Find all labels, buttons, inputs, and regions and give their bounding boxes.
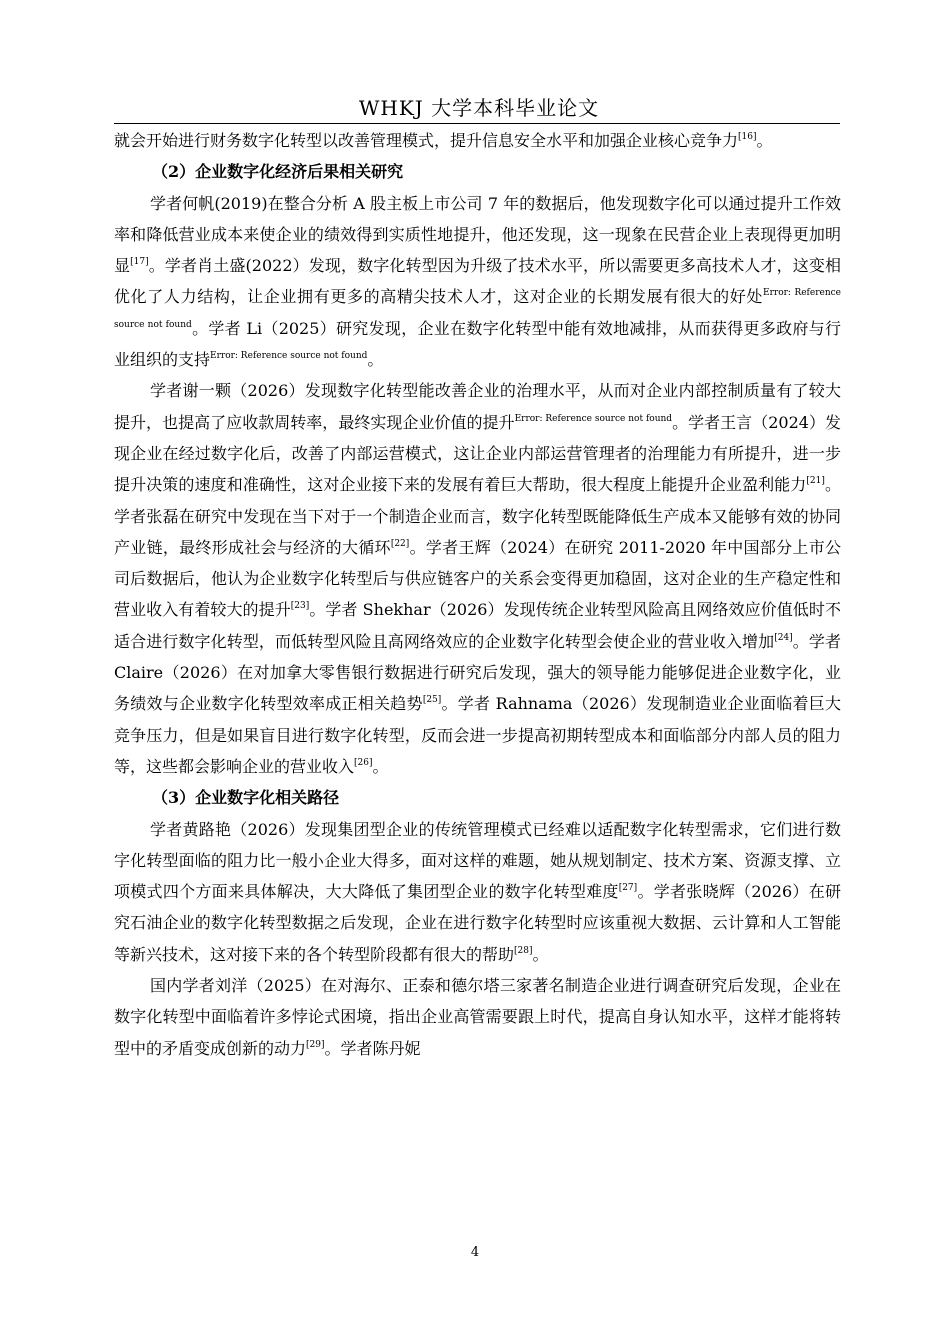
text-run: 。 [367, 350, 384, 370]
paragraph-3 [114, 375, 841, 782]
page-number: 4 [470, 1245, 480, 1260]
citation-ref: Error: Reference source not found [210, 351, 368, 362]
paragraph-1 [114, 125, 841, 156]
paragraph-5 [114, 970, 841, 1064]
page-header: WHKJ 大学本科毕业论文 [358, 96, 600, 120]
citation-ref: [25] [422, 695, 442, 706]
text-run: 。学者 Rahnama（2026）发现制造业企业面临着巨大竞争压力，但是如果盲目进行数字化转型，反而会进一步提高初期转型成本和面临部分内部人员的阻力等，这些都会影响企业的营业收入 [114, 694, 841, 776]
citation-ref: [16] [738, 132, 757, 142]
citation-ref: [29] [306, 1039, 325, 1050]
citation-ref: [24] [774, 632, 793, 643]
text-run: 。 [372, 756, 389, 776]
text-run: 。学者 Li（2025）研究发现，企业在数字化转型中能有效地减排，从而获得更多政府与行业组织的支持 [114, 318, 841, 370]
text-run: 。学者 Shekhar（2026）发现传统企业转型风险高且网络效应价值低时不适合进行数字化转型，而低转型风险且高网络效应的企业数字化转型会使企业的营业收入增加 [114, 600, 841, 651]
section-heading-3: （3）企业数字化相关路径 [152, 788, 340, 808]
section-heading-2: （2）企业数字化经济后果相关研究 [152, 162, 404, 182]
citation-ref: [22] [390, 538, 410, 549]
citation-ref: [26] [354, 757, 373, 768]
text-run: 就会开始进行财务数字化转型以改善管理模式，提升信息安全水平和加强企业核心竞争力 [114, 131, 739, 150]
citation-ref: [27] [618, 883, 638, 894]
header-rule [114, 123, 840, 124]
body-text [114, 125, 841, 1064]
text-run: 。 [756, 131, 773, 150]
text-run: 。学者王言（2024）发现企业在经过数字化后，改善了内部运营模式，这让企业内部运营管理者的治理能力有所提升，进一步提升决策的速度和准确性，这对企业接下来的发展有着巨大帮助，很大程度上能提升企业盈利能力 [114, 412, 841, 495]
paragraph-2 [114, 188, 841, 376]
text-run: 。 [532, 944, 549, 964]
citation-ref: Error: Reference source not found [514, 413, 673, 424]
text-run: 学者黄路艳（2026）发现集团型企业的传统管理模式已经难以适配数字化转型需求，它们进行数字化转型面临的阻力比一般小企业大得多，面对这样的难题，她从规划制定、技术方案、资源支撑、立项模式四个方面来具体解决，大大降低了集团型企业的数字化转型难度 [114, 819, 841, 902]
text-run: 。学者张晓辉（2026）在研究石油企业的数字化转型数据之后发现，企业在进行数字化转型时应该重视大数据、云计算和人工智能等新兴技术，这对接下来的各个转型阶段都有很大的帮助 [114, 882, 841, 964]
citation-ref: [23] [290, 601, 310, 612]
paragraph-4 [114, 814, 841, 970]
text-run: 。学者 Claire（2026）在对加拿大零售银行数据进行研究后发现，强大的领导能力能够促进企业数字化，业务绩效与企业数字化转型效率成正相关趋势 [114, 631, 841, 714]
citation-ref: [17] [130, 257, 149, 268]
text-run: 。学者王辉（2024）在研究 2011-2020 年中国部分上市公司后数据后，他认为企业数字化转型后与供应链客户的关系会变得更加稳固，这对企业的生产稳定性和营业收入有着较大的提升 [114, 537, 841, 620]
text-run: 学者谢一颗（2026）发现数字化转型能改善企业的治理水平，从而对企业内部控制质量有了较大提升，也提高了应收款周转率，最终实现企业价值的提升 [114, 381, 841, 432]
citation-ref: [28] [514, 945, 533, 956]
text-run: 国内学者刘洋（2025）在对海尔、正泰和德尔塔三家著名制造企业进行调查研究后发现，企业在数字化转型中面临着许多悖论式困境，指出企业高管需要跟上时代，提高自身认知水平，这样才能将转型中的矛盾变成创新的动力 [114, 976, 841, 1058]
text-run: 。学者肖土盛(2022）发现，数字化转型因为升级了技术水平，所以需要更多高技术人才，这变相优化了人力结构，让企业拥有更多的高精尖技术人才，这对企业的长期发展有很大的好处 [114, 256, 841, 307]
text-run: 。学者张磊在研究中发现在当下对于一个制造企业而言，数字化转型既能降低生产成本又能够有效的协同产业链，最终形成社会与经济的大循环 [114, 475, 841, 557]
citation-ref: [21] [806, 476, 825, 487]
citation-ref: Error: Reference source not found [114, 288, 841, 330]
text-run: 学者何帆(2019)在整合分析 A 股主板上市公司 7 年的数据后，他发现数字化可以通过提升工作效率和降低营业成本来使企业的绩效得到实质性地提升，他还发现，这一现象在民营企业上表现得更加明显 [114, 193, 841, 276]
text-run: 。学者陈丹妮 [324, 1038, 421, 1058]
